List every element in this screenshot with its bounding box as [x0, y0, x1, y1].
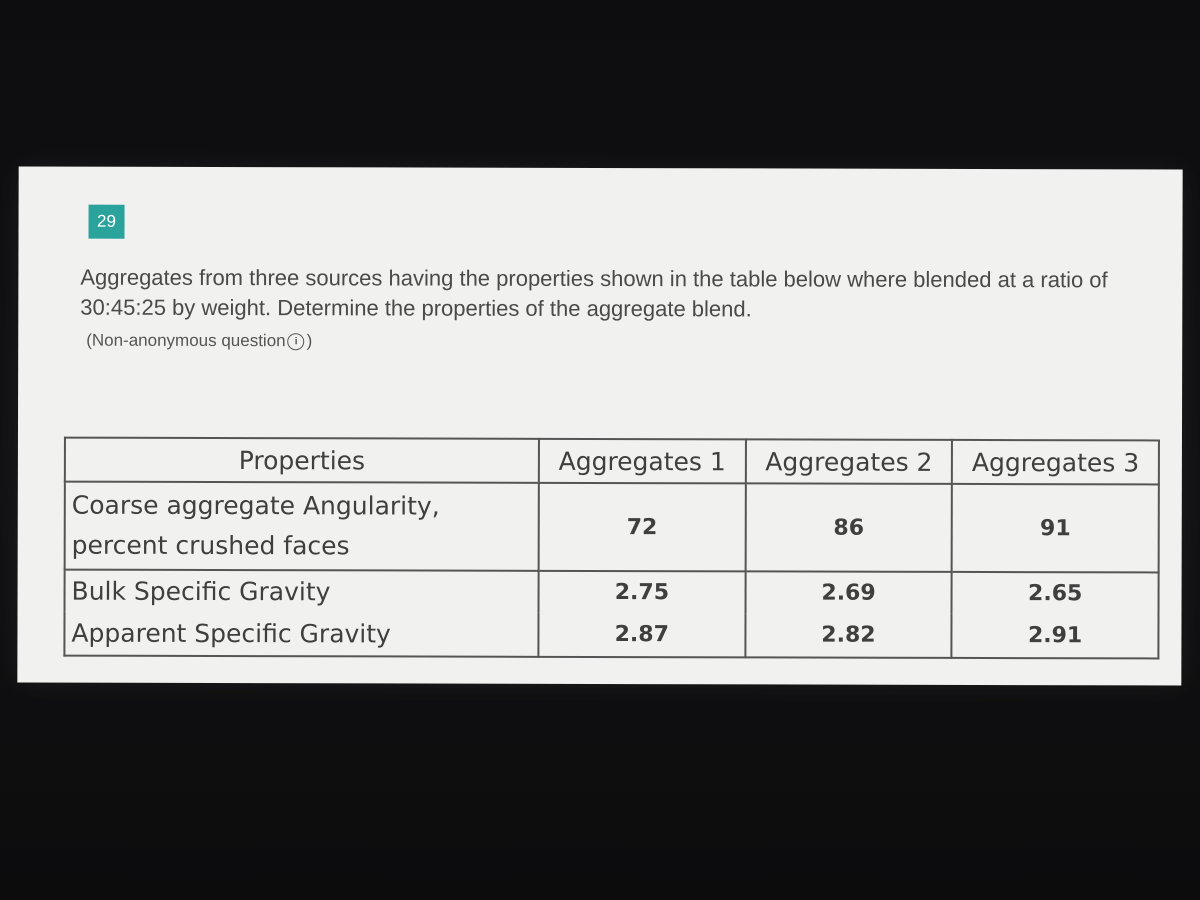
- cell-value: 2.75: [539, 571, 746, 614]
- question-number-badge: 29: [88, 205, 124, 239]
- table-header-row: [65, 438, 1159, 485]
- question-text: Aggregates from three sources having the properties shown in the table below where blended at a ratio of 30:45:25 by weight. Determine the properties of the aggregate blend.: [80, 264, 1108, 322]
- cell-value: 2.91: [952, 614, 1159, 659]
- cell-value: 2.69: [745, 571, 952, 614]
- row-label-line: percent crushed faces: [71, 530, 350, 561]
- header-aggregates-2: Aggregates 2: [746, 439, 953, 484]
- table-row: [65, 482, 1159, 573]
- cell-value: 2.82: [745, 613, 952, 658]
- cell-value: 2.87: [538, 613, 745, 658]
- note-prefix: (Non-anonymous question: [86, 330, 286, 351]
- non-anonymous-note: [86, 331, 312, 352]
- cell-value: 2.65: [952, 572, 1159, 615]
- row-label-bulk-sg: Bulk Specific Gravity: [65, 570, 539, 613]
- table-row: [64, 612, 1158, 659]
- row-label-line: Coarse aggregate Angularity,: [71, 490, 440, 521]
- table-row: [65, 570, 1159, 615]
- row-label-angularity: [65, 482, 539, 571]
- header-properties: Properties: [65, 438, 539, 483]
- properties-table: [63, 437, 1160, 660]
- cell-value: 91: [952, 484, 1159, 573]
- cell-value: 86: [745, 483, 952, 572]
- note-suffix: ): [306, 331, 313, 351]
- header-aggregates-3: Aggregates 3: [952, 440, 1159, 485]
- cell-value: 72: [539, 483, 746, 572]
- row-label-apparent-sg: Apparent Specific Gravity: [64, 612, 538, 657]
- info-icon[interactable]: i: [288, 333, 305, 350]
- header-aggregates-1: Aggregates 1: [539, 439, 746, 484]
- question-panel: [17, 166, 1182, 685]
